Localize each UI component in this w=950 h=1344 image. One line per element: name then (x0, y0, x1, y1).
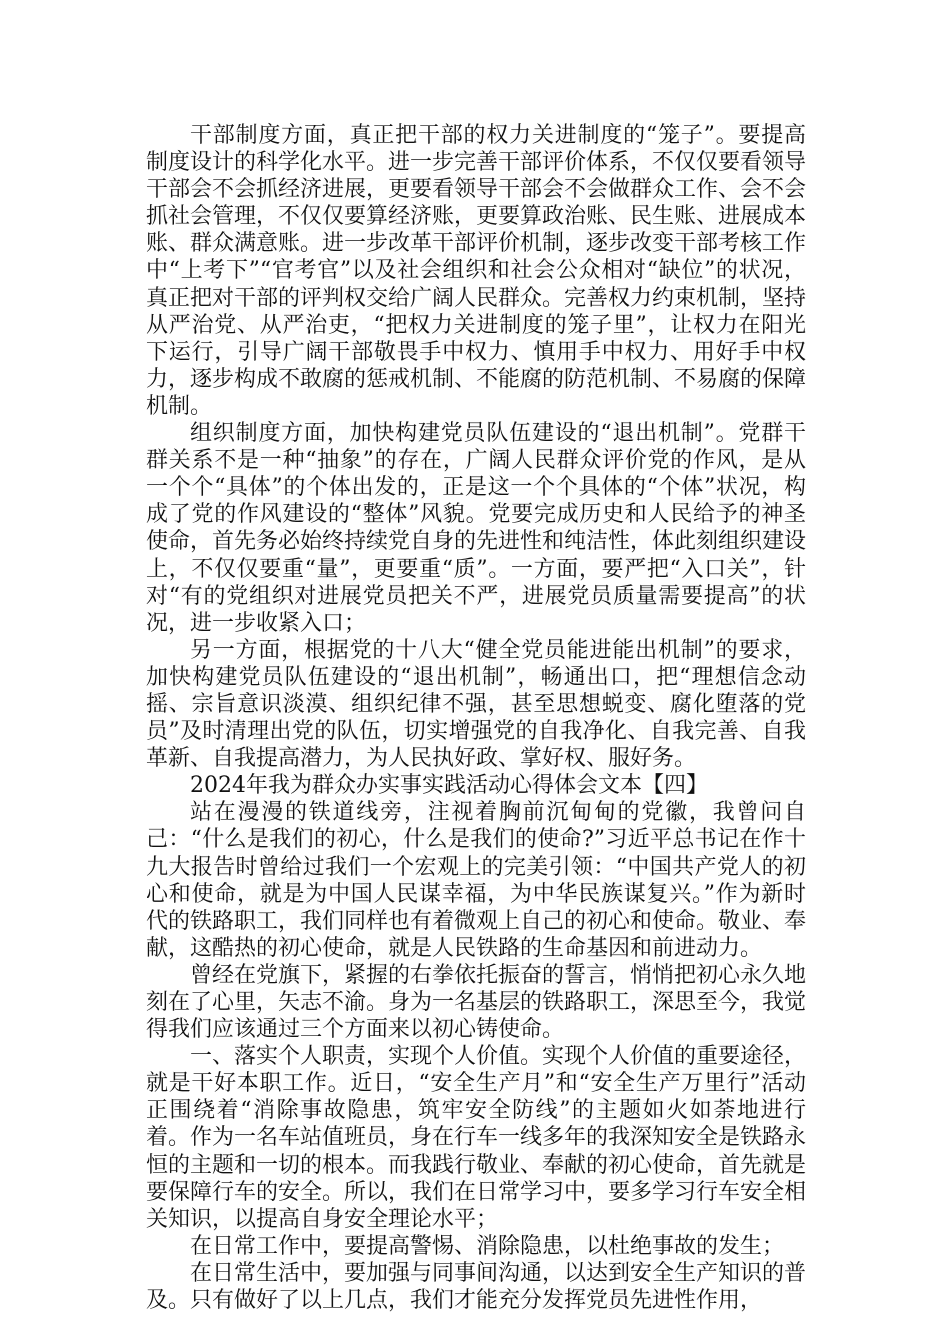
document-page (146, 122, 806, 1314)
paragraph-party-flag: 曾经在党旗下，紧握的右拳依托振奋的誓言，悄悄把初心永久地刻在了心里，矢志不渝。身为一名基层的铁路职工，深思至今，我觉得我们应该通过三个方面来以初心铸使命。 (146, 962, 807, 1043)
section-heading: 2024年我为群众办实事实践活动心得体会文本【四】 (190, 773, 708, 799)
paragraph-original-mission: 站在漫漫的铁道线旁，注视着胸前沉甸甸的党徽，我曾问自己：“什么是我们的初心，什么是我们的使命?”习近平总书记在作十九大报告时曾给过我们一个宏观上的完美引领：“中国共产党人的初心和使命，就是为中国人民谋幸福，为中华民族谋复兴。”作为新时代的铁路职工，我们同样也有着微观上自己的初心和使命。敬业、奉献，这酷热的初心使命，就是人民铁路的生命基因和前进动力。 (146, 800, 807, 961)
paragraph-organization-system: 组织制度方面，加快构建党员队伍建设的“退出机制”。党群干群关系不是一种“抽象”的存在，广阔人民群众评价党的作风，是从一个个“具体”的个体出发的，正是这一个个具体的“个体”状况，构成了党的作风建设的“整体”风貌。党要完成历史和人民给予的神圣使命，首先务必始终持续党自身的先进性和纯洁性，体此刻组织建设上，不仅仅要重“量”，更要重“质”。一方面，要严把“入口关”，针对“有的党组织对进展党员把关不严，进展党员质量需要提高”的状况，进一步收紧入口； (146, 421, 807, 636)
paragraph-daily-work: 在日常工作中，要提高警惕、消除隐患，以杜绝事故的发生； (190, 1233, 785, 1259)
paragraph-exit-mechanism: 另一方面，根据党的十八大“健全党员能进能出机制”的要求，加快构建党员队伍建设的“退出机制”，畅通出口，把“理想信念动摇、宗旨意识淡漠、组织纪律不强，甚至思想蜕变、腐化堕落的党员”及时清理出党的队伍，切实增强党的自我净化、自我完善、自我革新、自我提高潜力，为人民执好政、掌好权、服好务。 (146, 637, 806, 772)
paragraph-daily-life: 在日常生活中，要加强与同事间沟通，以达到安全生产知识的普及。只有做好了以上几点，我们才能充分发挥党员先进性作用， (146, 1260, 807, 1314)
paragraph-personal-duty: 一、落实个人职责，实现个人价值。实现个人价值的重要途径，就是干好本职工作。近日，“安全生产月”和“安全生产万里行”活动正围绕着“消除事故隐患，筑牢安全防线”的主题如火如荼地进行着。作为一名车站值班员，身在行车一线多年的我深知安全是铁路永恒的主题和一切的根本。而我践行敬业、奉献的初心使命，首先就是要保障行车的安全。所以，我们在日常学习中，要多学习行车安全相关知识，以提高自身安全理论水平； (146, 1044, 807, 1232)
paragraph-cadre-system: 干部制度方面，真正把干部的权力关进制度的“笼子”。要提高制度设计的科学化水平。进一步完善干部评价体系，不仅仅要看领导干部会不会抓经济进展，更要看领导干部会不会做群众工作、会不会抓社会管理，不仅仅要算经济账，更要算政治账、民生账、进展成本账、群众满意账。进一步改革干部评价机制，逐步改变干部考核工作中“上考下”“官考官”以及社会组织和社会公众相对“缺位”的状况，真正把对干部的评判权交给广阔人民群众。完善权力约束机制，坚持从严治党、从严治吏，“把权力关进制度的笼子里”，让权力在阳光下运行，引导广阔干部敬畏手中权力、慎用手中权力、用好手中权力，逐步构成不敢腐的惩戒机制、不能腐的防范机制、不易腐的保障机制。 (146, 123, 807, 419)
